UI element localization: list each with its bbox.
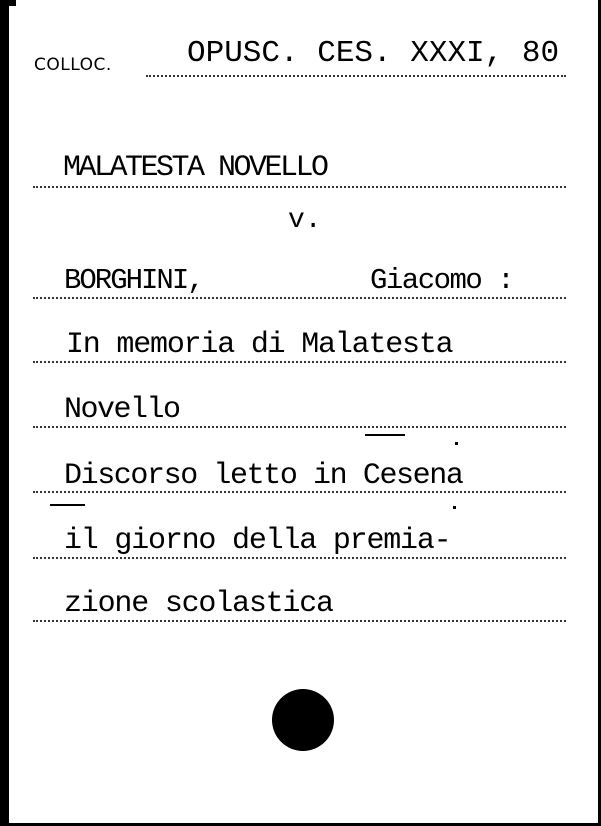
scan-edge-left — [0, 0, 9, 826]
ink-speck — [453, 506, 456, 509]
title-line-5: zione scolastica — [64, 587, 333, 621]
scan-edge-notch — [0, 0, 16, 6]
see-also-marker: v. — [288, 205, 322, 236]
subject-heading: MALATESTA NOVELLO — [63, 151, 327, 185]
ink-mark — [365, 434, 405, 436]
colloc-label: COLLOC. — [34, 55, 112, 75]
title-line-3: Discorso letto in Cesena — [64, 459, 463, 493]
title-line-1: In memoria di Malatesta — [66, 328, 453, 362]
heading-rule — [33, 186, 566, 188]
shelfmark: OPUSC. CES. XXXI, 80 — [187, 36, 560, 71]
ink-mark — [50, 504, 85, 506]
shelfmark-rule — [146, 75, 566, 77]
author-rule — [33, 297, 566, 299]
author-forename: Giacomo : — [370, 264, 514, 297]
punch-hole — [272, 689, 334, 751]
title-line-2: Novello — [64, 393, 180, 427]
author-surname: BORGHINI, — [64, 264, 203, 297]
ink-speck — [455, 442, 458, 445]
title-line-4: il giorno della premia- — [64, 524, 451, 558]
